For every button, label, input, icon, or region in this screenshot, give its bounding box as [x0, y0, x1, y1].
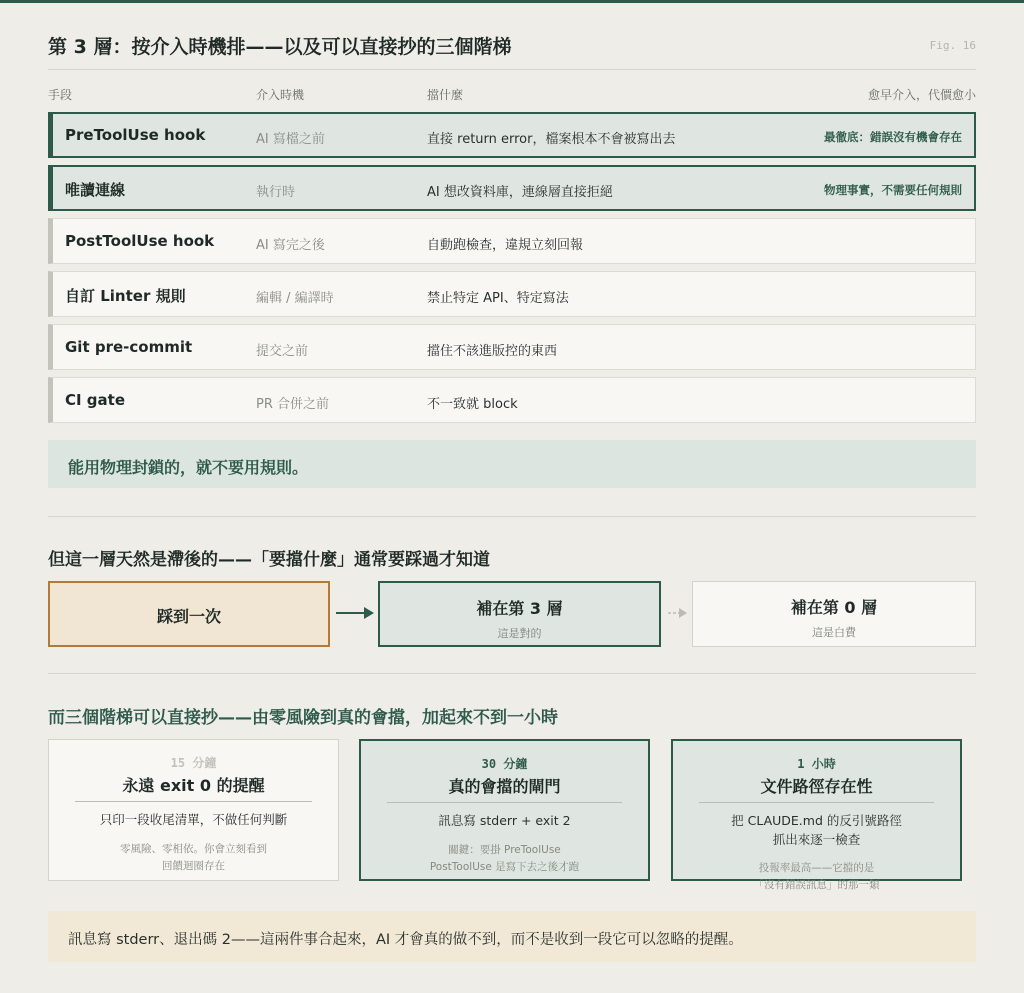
ladder-card-path-check [671, 739, 962, 891]
top-accent-bar [0, 0, 1024, 3]
card-desc-line: 把 CLAUDE.md 的反引號路徑 [731, 813, 902, 828]
row-blocks: 自動跑檢查，違規立刻回報 [427, 238, 584, 253]
ladder-card-gate [359, 739, 650, 881]
header-blocks: 擋什麼 [427, 88, 464, 102]
card-time: 15 分鐘 [170, 756, 217, 770]
divider [48, 69, 976, 70]
card-desc [683, 811, 950, 849]
row-timing: PR 合併之前 [256, 397, 330, 412]
key-callout [48, 440, 976, 488]
section-heading-ladders: 而三個階梯可以直接抄——由零風險到真的會擋，加起來不到一小時 [48, 708, 558, 728]
table-row [48, 218, 976, 264]
card-desc: 訊息寫 stderr + exit 2 [438, 813, 571, 828]
card-divider [75, 801, 312, 802]
flow-box-subtitle: 這是白費 [812, 626, 856, 639]
divider [48, 673, 976, 674]
card-desc-line: 抓出來逐一檢查 [772, 832, 861, 847]
row-method: PostToolUse hook [65, 232, 215, 250]
page-title: 第 3 層：按介入時機排——以及可以直接抄的三個階梯 [48, 36, 512, 58]
table-row [48, 165, 976, 211]
figure-label: Fig. 16 [929, 39, 976, 52]
row-blocks: AI 想改資料庫，連線層直接拒絕 [427, 185, 613, 200]
table-row [48, 112, 976, 158]
flow-box-layer-3 [378, 581, 661, 647]
card-note: 回饋迴圈存在 [162, 860, 225, 872]
row-blocks: 不一致就 block [427, 397, 518, 412]
row-method: CI gate [65, 391, 126, 409]
row-blocks: 禁止特定 API、特定寫法 [427, 291, 569, 306]
row-timing: 編輯 / 編譯時 [256, 291, 334, 306]
card-note: 投報率最高——它擋的是 [758, 862, 875, 874]
table-row [48, 271, 976, 317]
flow-box-title: 補在第 0 層 [790, 598, 878, 617]
card-note: 零風險、零相依。你會立刻看到 [120, 843, 267, 855]
row-method: 自訂 Linter 規則 [65, 287, 186, 305]
row-method: 唯讀連線 [65, 181, 126, 199]
callout-text: 能用物理封鎖的，就不要用規則。 [68, 458, 309, 477]
section-heading-lag: 但這一層天然是滯後的——「要擋什麼」通常要踩過才知道 [48, 550, 490, 570]
table-row [48, 377, 976, 423]
flow-box-title: 踩到一次 [156, 607, 221, 626]
flow-box-subtitle: 這是對的 [497, 627, 542, 640]
summary-text: 訊息寫 stderr、退出碼 2——這兩件事合起來，AI 才會真的做不到，而不是收到一段它可以忽略的提醒。 [68, 932, 743, 948]
card-time: 30 分鐘 [481, 757, 528, 771]
table-row [48, 324, 976, 370]
table-header [48, 86, 976, 104]
card-name: 真的會擋的閘門 [448, 777, 561, 796]
row-timing: 執行時 [256, 185, 296, 200]
flow-box-stepped-once [48, 581, 330, 647]
row-timing: AI 寫完之後 [256, 238, 325, 253]
row-timing: 提交之前 [256, 344, 309, 359]
card-note: PostToolUse 是寫下去之後才跑 [429, 861, 580, 873]
card-name: 永遠 exit 0 的提醒 [122, 776, 265, 795]
card-divider [387, 802, 622, 803]
card-name: 文件路徑存在性 [760, 777, 873, 796]
card-time: 1 小時 [797, 757, 836, 771]
row-note: 最徹底：錯誤沒有機會存在 [824, 130, 962, 144]
row-method: PreToolUse hook [65, 126, 206, 144]
flow-box-title: 補在第 3 層 [476, 599, 563, 618]
dashed-arrow-right-icon [668, 604, 690, 622]
row-blocks: 直接 return error，檔案根本不會被寫出去 [427, 132, 676, 147]
row-method: Git pre-commit [65, 338, 193, 356]
row-note: 物理事實，不需要任何規則 [824, 183, 962, 197]
card-note: 關鍵：要掛 PreToolUse [448, 844, 561, 856]
row-blocks: 擋住不該進版控的東西 [427, 344, 558, 359]
card-divider [699, 802, 934, 803]
ladder-card-reminder [48, 739, 339, 881]
card-note: 「沒有錯誤訊息」的那一類 [753, 879, 880, 891]
card-desc: 只印一段收尾清單，不做任何判斷 [99, 812, 288, 827]
header-timing: 介入時機 [256, 88, 305, 102]
bottom-summary [48, 911, 976, 962]
header-cost-note: 愈早介入，代價愈小 [867, 88, 976, 102]
arrow-right-icon [336, 604, 376, 622]
row-timing: AI 寫檔之前 [256, 132, 325, 147]
header-method: 手段 [48, 88, 73, 102]
flow-box-layer-0 [692, 581, 976, 647]
divider [48, 516, 976, 517]
